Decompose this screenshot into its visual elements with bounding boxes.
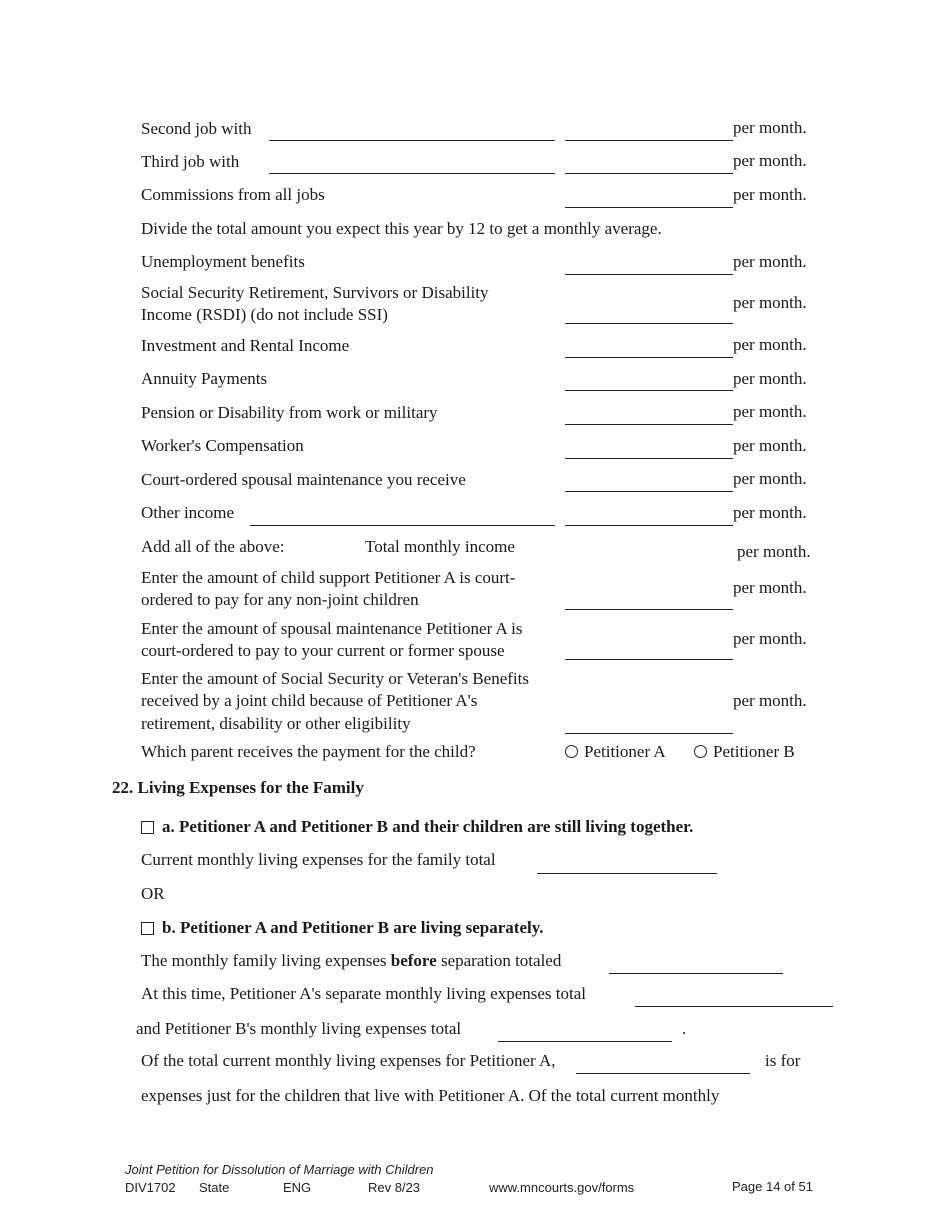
ss-benefits-label-line1: Enter the amount of Social Security or Veteran's Benefits bbox=[141, 669, 529, 688]
footer-lang: ENG bbox=[283, 1180, 312, 1195]
petitioner-b-radio-label: Petitioner B bbox=[713, 742, 795, 761]
other-income-source-field[interactable] bbox=[250, 525, 555, 526]
third-job-label: Third job with bbox=[141, 152, 240, 171]
ss-benefits-label-line3: retirement, disability or other eligibility bbox=[141, 714, 411, 733]
radio-circle-icon[interactable] bbox=[694, 745, 707, 758]
footer-form-title: Joint Petition for Dissolution of Marriage with Children bbox=[125, 1162, 434, 1177]
child-support-label-line1: Enter the amount of child support Petitioner A is court- bbox=[141, 568, 516, 587]
workers-comp-amount-field[interactable] bbox=[565, 458, 733, 459]
investment-amount-field[interactable] bbox=[565, 357, 733, 358]
petitioner-a-radio[interactable] bbox=[565, 741, 666, 763]
investment-label: Investment and Rental Income bbox=[141, 336, 350, 355]
workers-comp-label: Worker's Compensation bbox=[141, 436, 304, 455]
footer-url[interactable]: www.mncourts.gov/forms bbox=[489, 1180, 635, 1195]
rsdi-label-line2: Income (RSDI) (do not include SSI) bbox=[141, 305, 388, 324]
current-total-field[interactable] bbox=[537, 873, 717, 874]
per-month-label: per month. bbox=[733, 436, 807, 455]
petitioner-b-radio[interactable] bbox=[694, 741, 795, 763]
total-monthly-income-label: Total monthly income bbox=[365, 537, 515, 556]
period: . bbox=[682, 1019, 687, 1038]
child-support-label-line2: ordered to pay for any non-joint children bbox=[141, 590, 419, 609]
other-income-label: Other income bbox=[141, 503, 234, 522]
per-month-label: per month. bbox=[733, 185, 807, 204]
per-month-label: per month. bbox=[733, 151, 807, 170]
radio-circle-icon[interactable] bbox=[565, 745, 578, 758]
unemployment-amount-field[interactable] bbox=[565, 274, 733, 275]
other-income-amount-field[interactable] bbox=[565, 525, 733, 526]
child-support-amount-field[interactable] bbox=[565, 609, 733, 610]
before-separation-label: The monthly family living expenses before separation totaled bbox=[141, 951, 562, 970]
rsdi-label-line1: Social Security Retirement, Survivors or Disability bbox=[141, 283, 489, 302]
per-month-label: per month. bbox=[733, 629, 807, 648]
footer-rev: Rev 8/23 bbox=[368, 1180, 421, 1195]
living-separately-checkbox[interactable] bbox=[141, 922, 154, 935]
rsdi-amount-field[interactable] bbox=[565, 323, 733, 324]
per-month-label: per month. bbox=[733, 252, 807, 271]
living-together-label: a. Petitioner A and Petitioner B and their children are still living together. bbox=[162, 817, 694, 836]
which-parent-label: Which parent receives the payment for the child? bbox=[141, 742, 476, 761]
per-month-label: per month. bbox=[733, 503, 807, 522]
third-job-amount-field[interactable] bbox=[565, 173, 733, 174]
per-month-label: per month. bbox=[737, 542, 811, 561]
spousal-receive-label: Court-ordered spousal maintenance you receive bbox=[141, 470, 466, 489]
per-month-label: per month. bbox=[733, 691, 807, 710]
per-month-label: per month. bbox=[733, 402, 807, 421]
per-month-label: per month. bbox=[733, 293, 807, 312]
unemployment-label: Unemployment benefits bbox=[141, 252, 305, 271]
b-total-label: and Petitioner B's monthly living expenses total bbox=[136, 1019, 462, 1038]
third-job-employer-field[interactable] bbox=[269, 173, 555, 174]
pension-label: Pension or Disability from work or military bbox=[141, 403, 438, 422]
add-all-label: Add all of the above: bbox=[141, 537, 285, 556]
second-job-employer-field[interactable] bbox=[269, 140, 555, 141]
footer-page-number: Page 14 of 51 bbox=[732, 1179, 813, 1194]
per-month-label: per month. bbox=[733, 118, 807, 137]
is-for-label: is for bbox=[765, 1051, 801, 1070]
footer-state: State bbox=[199, 1180, 230, 1195]
a-separate-field[interactable] bbox=[635, 1006, 833, 1007]
spousal-receive-amount-field[interactable] bbox=[565, 491, 733, 492]
per-month-label: per month. bbox=[733, 578, 807, 597]
petitioner-a-radio-label: Petitioner A bbox=[584, 742, 666, 761]
per-month-label: per month. bbox=[733, 469, 807, 488]
annuity-label: Annuity Payments bbox=[141, 369, 268, 388]
before-separation-field[interactable] bbox=[609, 973, 783, 974]
footer-form-id: DIV1702 bbox=[125, 1180, 176, 1195]
living-separately-label: b. Petitioner A and Petitioner B are living separately. bbox=[162, 918, 544, 937]
spousal-pay-label-line2: court-ordered to pay to your current or former spouse bbox=[141, 641, 505, 660]
spousal-pay-label-line1: Enter the amount of spousal maintenance Petitioner A is bbox=[141, 619, 523, 638]
commissions-label: Commissions from all jobs bbox=[141, 185, 325, 204]
or-label: OR bbox=[141, 884, 165, 903]
per-month-label: per month. bbox=[733, 335, 807, 354]
pension-amount-field[interactable] bbox=[565, 424, 733, 425]
current-total-label: Current monthly living expenses for the family total bbox=[141, 850, 496, 869]
annuity-amount-field[interactable] bbox=[565, 390, 733, 391]
ss-benefits-amount-field[interactable] bbox=[565, 733, 733, 734]
commissions-amount-field[interactable] bbox=[565, 207, 733, 208]
children-expense-field[interactable] bbox=[576, 1073, 750, 1074]
of-total-label: Of the total current monthly living expenses for Petitioner A, bbox=[141, 1051, 556, 1070]
per-month-label: per month. bbox=[733, 369, 807, 388]
section-22-heading: 22. Living Expenses for the Family bbox=[112, 778, 364, 797]
a-separate-label: At this time, Petitioner A's separate monthly living expenses total bbox=[141, 984, 586, 1003]
children-expenses-line: expenses just for the children that live with Petitioner A. Of the total current monthly bbox=[141, 1086, 720, 1105]
divide-note: Divide the total amount you expect this year by 12 to get a monthly average. bbox=[141, 219, 662, 238]
second-job-amount-field[interactable] bbox=[565, 140, 733, 141]
ss-benefits-label-line2: received by a joint child because of Petitioner A's bbox=[141, 691, 478, 710]
b-total-field[interactable] bbox=[498, 1041, 672, 1042]
living-together-checkbox[interactable] bbox=[141, 821, 154, 834]
second-job-label: Second job with bbox=[141, 119, 252, 138]
spousal-pay-amount-field[interactable] bbox=[565, 659, 733, 660]
